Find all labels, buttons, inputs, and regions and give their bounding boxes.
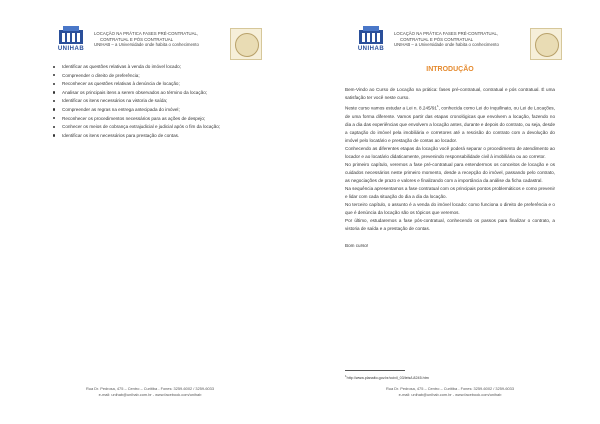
list-item: Identificar as questões relativas à venda do imóvel locado; xyxy=(52,64,284,73)
paragraph: Conhecendo as diferentes etapas da locação você poderá separar o procedimento de atendimento ao locador e ao locatário didaticamente, prevenindo responsabilidade civil à imobiliária ou ao corretor. xyxy=(345,145,555,159)
footnote xyxy=(345,374,429,380)
paragraph: Na sequência apresentamos a fase contratual com os principais pontos problemáticos e como prevenir e lidar com cada situação do dia a dia da locação. xyxy=(345,185,555,199)
header-text xyxy=(394,31,514,48)
closing-text: Bom curso! xyxy=(345,242,369,248)
header-line-2: CONTRATUAL E PÓS CONTRATUAL xyxy=(100,36,173,42)
footer-contact: e-mail: unihab@unihab.com.br - www.facebook.com/unihab xyxy=(98,391,202,397)
page-header xyxy=(0,14,300,58)
unihab-logo xyxy=(56,24,86,54)
building-logo-icon xyxy=(56,24,86,46)
list-item: Compreender as regras na entrega antecipada do imóvel; xyxy=(52,107,284,116)
header-text xyxy=(94,31,214,48)
list-item: Compreender o direito de preferência; xyxy=(52,73,284,82)
accreditation-seal-icon xyxy=(530,28,562,60)
footnote-number: 1 xyxy=(345,374,347,378)
footnote-ref: 1 xyxy=(436,104,439,108)
paragraph-part: , conhecida como Lei do Inquilinato, ou Lei de Locações, de uma forma diferente. Vamos partir das etapas cronológicas que envolvem a locação, fazendo no dia a dia das experiências que envolvem a locação antes, durante e depois do contrato, ou seja, desde a captação do imóvel pela imobiliária e corretores até a rescisão do contrato com a devolução do imóvel pelo locatário e prestação de contas ao locador. xyxy=(345,105,555,143)
objectives-list xyxy=(52,64,284,141)
paragraph: Por último, estudaremos a fase pós-contratual, conhecendo os passos para finalizar o contrato, a vistoria de saída e a prestação de contas. xyxy=(345,217,555,231)
footer-address: Rua Dr. Pedrosa, 475 – Centro – Curitiba - Fones: 3259-6002 / 3259-6033 xyxy=(85,386,215,391)
building-logo-icon xyxy=(356,24,386,46)
header-line-3: UNIHAB – a Universidade onde habita o conhecimento xyxy=(94,42,199,48)
paragraph: No terceiro capítulo, o assunto é a venda do imóvel locado: como funciona o direito de preferência e o que é denúncia da locação são os tópicos que veremos. xyxy=(345,201,555,215)
list-item: Reconhecer os procedimentos necessários para as ações de despejo; xyxy=(52,116,284,125)
logo-label: UNIHAB xyxy=(57,46,85,52)
list-item: Identificar os itens necessários na vistoria de saída; xyxy=(52,98,284,107)
header-line-1: LOCAÇÃO NA PRÁTICA FASES PRÉ-CONTRATUAL, xyxy=(394,31,499,36)
paragraph: No primeiro capítulo, veremos a fase pré-contratual para entendermos os conceitos de locação e os cuidados necessários neste primeiro momento, desde a recepção do imóvel, passando pelo contrato, as negociações de prazo e valores e finalizando com a importância da análise da ficha cadastral. xyxy=(345,161,555,183)
paragraph xyxy=(345,102,555,145)
page-header xyxy=(300,14,600,58)
right-page xyxy=(300,0,600,424)
section-title: INTRODUÇÃO xyxy=(426,66,474,73)
footer-address: Rua Dr. Pedrosa, 475 – Centro – Curitiba - Fones: 3259-6002 / 3259-6033 xyxy=(385,386,515,391)
unihab-logo xyxy=(356,24,386,54)
page-footer xyxy=(300,386,600,397)
intro-body xyxy=(345,86,555,250)
logo-label: UNIHAB xyxy=(357,46,385,52)
footnote-divider xyxy=(345,370,405,371)
page-footer xyxy=(0,386,300,397)
footer-contact: e-mail: unihab@unihab.com.br - www.facebook.com/unihab xyxy=(398,391,502,397)
header-line-3: UNIHAB – a Universidade onde habita o conhecimento xyxy=(394,42,499,48)
list-item: Conhecer os meios de cobrança extrajudicial e judicial após o fim da locação; xyxy=(52,124,284,133)
list-item: Analisar os principais itens a serem observados ao término da locação; xyxy=(52,90,284,99)
footnote-link[interactable]: http://www.planalto.gov.br/ccivil_03/leis/L8245.htm xyxy=(346,376,429,381)
list-item: Identificar os itens necessários para prestação de contas. xyxy=(52,133,284,142)
paragraph: Bem-Vindo ao Curso de Locação na prática: fases pré-contratual, contratual e pós contratual. É uma satisfação ter você neste curso. xyxy=(345,87,555,100)
accreditation-seal-icon xyxy=(230,28,262,60)
paragraph-part: Neste curso vamos estudar a Lei n. 8.245/91 xyxy=(345,105,437,111)
list-item: Reconhecer as questões relativas à denúncia de locação; xyxy=(52,81,284,90)
header-line-1: LOCAÇÃO NA PRÁTICA FASES PRÉ-CONTRATUAL, xyxy=(94,31,199,36)
header-line-2: CONTRATUAL E PÓS CONTRATUAL xyxy=(400,36,473,42)
